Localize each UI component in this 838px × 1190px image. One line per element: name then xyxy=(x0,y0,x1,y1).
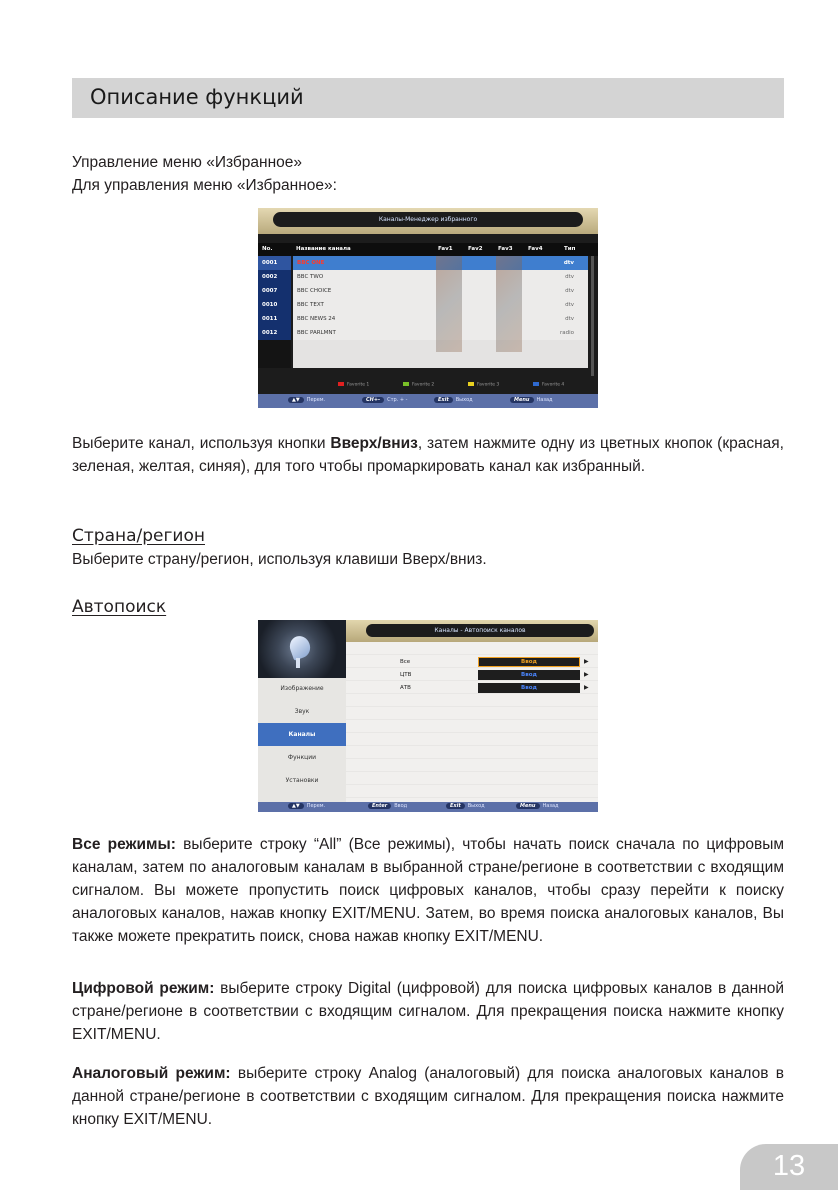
arrows-key-icon: ▲▼ xyxy=(288,803,304,809)
exit-key-icon: Exit xyxy=(446,803,465,809)
autosearch-options xyxy=(346,642,598,802)
option-label: АТВ xyxy=(400,685,411,691)
enter-button[interactable]: Ввод xyxy=(478,670,580,680)
channel-row[interactable] xyxy=(258,284,598,298)
page-number-tab xyxy=(740,1144,838,1190)
chevron-right-icon: ▶ xyxy=(584,671,589,678)
bold-keys: Вверх/вниз xyxy=(330,435,418,452)
column-header-no: No. xyxy=(262,246,273,252)
channel-name: BBC TWO dtv xyxy=(293,270,588,284)
favorites-screenshot xyxy=(258,208,598,408)
empty-row-number xyxy=(258,340,291,354)
channel-type: dtv xyxy=(565,316,574,322)
channel-row[interactable] xyxy=(258,312,598,326)
paragraph-all-modes: Все режимы: выберите строку “All” (Все режимы), чтобы начать поиск сначала по цифровым каналам, затем по аналоговым каналам в выбранной стране/регионе в соответствии с входящим сигналом. Вы можете пропустить поиск цифровых каналов, чтобы сразу перейти к поиску аналоговых каналов, нажав кнопку EXIT/MENU. Затем, во время поиска аналоговых каналов, Вы также можете прекратить поиск, снова нажав кнопку EXIT/MENU. xyxy=(72,836,784,945)
red-square-icon xyxy=(338,382,344,386)
legend-favorite-1: Favorite 1 xyxy=(338,382,369,388)
favorites-titlebar xyxy=(258,208,598,234)
menu-item-channels[interactable]: Каналы xyxy=(258,723,346,746)
option-row-dtv[interactable] xyxy=(346,669,598,681)
country-heading: Страна/регион xyxy=(72,526,205,546)
favorites-intro-line2: Для управления меню «Избранное»: xyxy=(72,177,337,194)
channel-name: BBC ONE dtv xyxy=(293,256,588,270)
paragraph-analog-mode: Аналоговый режим: выберите строку Analog (аналоговый) для поиска аналоговых каналов в данной стране/регионе в соответствии с входящим сигналом. Для прекращения поиска нажмите кнопку EXIT/MENU. xyxy=(72,1065,784,1128)
column-header-name: Название канала xyxy=(296,246,351,252)
favorites-color-legend xyxy=(338,380,598,390)
hint-exit: Exit Выход xyxy=(434,397,473,403)
option-label: Все xyxy=(400,659,411,665)
favorites-channel-list xyxy=(258,256,598,376)
autosearch-screenshot xyxy=(258,620,598,812)
channel-type: dtv xyxy=(565,288,574,294)
arrows-key-icon: ▲▼ xyxy=(288,397,304,403)
channel-number: 0001 xyxy=(258,256,291,270)
channel-name: BBC PARLMNT radio xyxy=(293,326,588,340)
column-header-fav4: Fav4 xyxy=(528,246,543,252)
exit-key-icon: Exit xyxy=(434,397,453,403)
autosearch-title: Каналы - Автопоиск каналов xyxy=(366,624,594,637)
autosearch-titlebar xyxy=(346,620,598,642)
favorites-footer xyxy=(258,394,598,408)
hint-move: ▲▼ Перем. xyxy=(288,397,325,403)
option-row-all[interactable] xyxy=(346,656,598,668)
favorites-intro-line1: Управление меню «Избранное» xyxy=(72,154,303,171)
channel-type: dtv xyxy=(565,302,574,308)
option-row-atv[interactable] xyxy=(346,682,598,694)
satellite-dish-icon xyxy=(258,620,346,678)
country-text: Выберите страну/регион, используя клавиши Вверх/вниз. xyxy=(72,551,487,568)
column-header-fav2: Fav2 xyxy=(468,246,483,252)
column-header-type: Тип xyxy=(564,246,576,252)
menu-key-icon: Menu xyxy=(516,803,540,809)
empty-row-number xyxy=(258,354,291,368)
hint-move: ▲▼ Перем. xyxy=(288,803,325,809)
autosearch-footer xyxy=(258,802,598,812)
hint-page: CH+- Стр. + - xyxy=(362,397,407,403)
hint-enter: Enter Ввод xyxy=(368,803,407,809)
option-label: ЦТВ xyxy=(400,672,412,678)
hint-back: Menu Назад xyxy=(510,397,553,403)
menu-item-functions[interactable]: Функции xyxy=(287,754,317,761)
favorites-instructions: Выберите канал, используя кнопки Вверх/вниз, затем нажмите одну из цветных кнопок (красная, зеленая, желтая, синяя), для того чтобы промаркировать канал как избранный. xyxy=(72,435,784,475)
channel-row[interactable] xyxy=(258,298,598,312)
channel-type: dtv xyxy=(563,260,574,266)
channel-row[interactable] xyxy=(258,326,598,340)
channel-row[interactable] xyxy=(258,270,598,284)
channel-row[interactable] xyxy=(258,256,598,270)
channel-type: dtv xyxy=(565,274,574,280)
autosearch-heading: Автопоиск xyxy=(72,597,167,617)
section-header xyxy=(72,78,784,118)
column-header-fav1: Fav1 xyxy=(438,246,453,252)
legend-favorite-3: Favorite 3 xyxy=(468,382,499,388)
fav3-column-overlay xyxy=(496,256,522,352)
blue-square-icon xyxy=(533,382,539,386)
enter-key-icon: Enter xyxy=(368,803,391,809)
green-square-icon xyxy=(403,382,409,386)
favorites-title: Каналы-Менеджер избранного xyxy=(273,212,583,227)
enter-button[interactable]: Ввод xyxy=(478,657,580,667)
hint-back: Menu Назад xyxy=(516,803,559,809)
menu-key-icon: Menu xyxy=(510,397,534,403)
legend-favorite-4: Favorite 4 xyxy=(533,382,564,388)
yellow-square-icon xyxy=(468,382,474,386)
favorites-scrollbar[interactable] xyxy=(591,256,594,376)
favorites-table-header xyxy=(258,243,598,256)
empty-row xyxy=(293,354,588,368)
channel-number: 0011 xyxy=(258,312,291,326)
enter-button[interactable]: Ввод xyxy=(478,683,580,693)
channel-name: BBC CHOICE dtv xyxy=(293,284,588,298)
page-number: 13 xyxy=(772,1150,806,1182)
paragraph-digital-mode: Цифровой режим: выберите строку Digital (цифровой) для поиска цифровых каналов в данной стране/регионе в соответствии с входящим сигналом. Для прекращения поиска нажмите кнопку EXIT/MENU. xyxy=(72,980,784,1043)
ch-key-icon: CH+- xyxy=(362,397,384,403)
channel-number: 0007 xyxy=(258,284,291,298)
favorites-intro xyxy=(72,151,784,197)
channel-type: radio xyxy=(559,330,574,336)
menu-item-sound[interactable]: Звук xyxy=(294,708,310,715)
autosearch-sidebar xyxy=(258,620,346,802)
channel-number: 0002 xyxy=(258,270,291,284)
channel-name: BBC NEWS 24 dtv xyxy=(293,312,588,326)
section-title: Описание функций xyxy=(90,85,304,109)
menu-item-settings[interactable]: Установки xyxy=(285,777,319,784)
column-header-fav3: Fav3 xyxy=(498,246,513,252)
channel-name: BBC TEXT dtv xyxy=(293,298,588,312)
chevron-right-icon: ▶ xyxy=(584,658,589,665)
hint-exit: Exit Выход xyxy=(446,803,485,809)
chevron-right-icon: ▶ xyxy=(584,684,589,691)
channel-number: 0010 xyxy=(258,298,291,312)
menu-item-picture[interactable]: Изображение xyxy=(280,685,324,692)
channel-number: 0012 xyxy=(258,326,291,340)
fav1-column-overlay xyxy=(436,256,462,352)
legend-favorite-2: Favorite 2 xyxy=(403,382,434,388)
